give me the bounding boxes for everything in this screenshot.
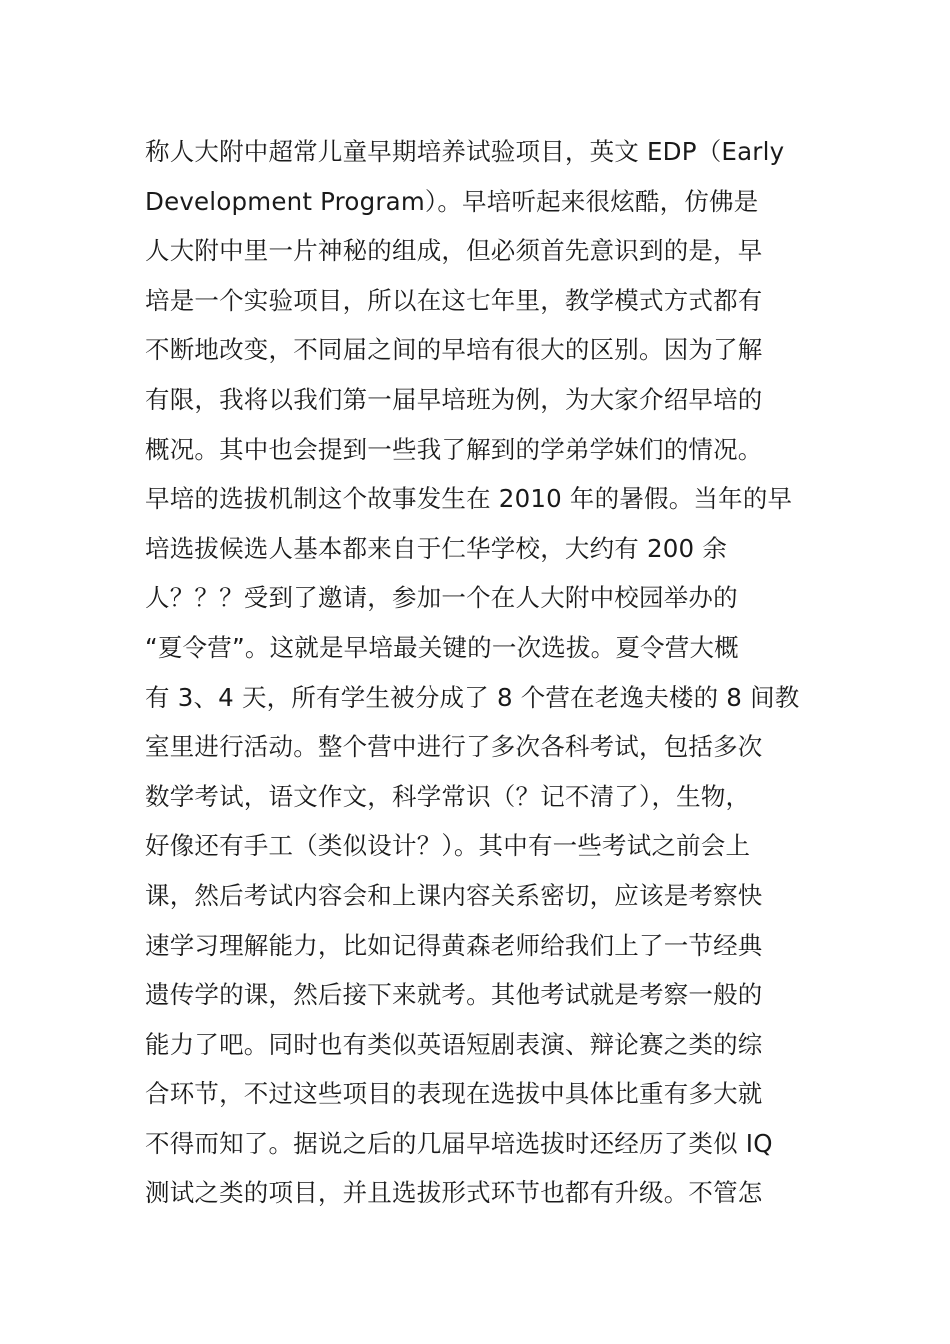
text-line-1: 称人大附中超常儿童早期培养试验项目，英文 EDP（Early [145,137,785,166]
text-line-13: 室里进行活动。整个营中进行了多次各科考试，包括多次 [145,732,763,762]
text-line-16: 课，然后考试内容会和上课内容关系密切，应该是考察快 [145,880,763,910]
text-line-2: Development Program）。早培听起来很炫酷，仿佛是 [145,186,759,216]
text-line-17: 速学习理解能力，比如记得黄森老师给我们上了一节经典 [145,930,763,960]
text-line-5: 不断地改变，不同届之间的早培有很大的区别。因为了解 [145,335,763,365]
text-line-19: 能力了吧。同时也有类似英语短剧表演、辩论赛之类的综 [145,1029,763,1059]
text-line-6: 有限，我将以我们第一届早培班为例，为大家介绍早培的 [145,384,763,414]
text-line-12: 有 3、4 天，所有学生被分成了 8 个营在老逸夫楼的 8 间教 [145,682,800,712]
text-line-15: 好像还有手工（类似设计？）。其中有一些考试之前会上 [145,831,751,861]
text-line-9: 培选拔候选人基本都来自于仁华学校，大约有 200 余 [145,533,728,563]
text-line-4: 培是一个实验项目，所以在这七年里，教学模式方式都有 [145,285,763,315]
text-line-11: “夏令营”。这就是早培最关键的一次选拔。夏令营大概 [145,632,739,662]
text-line-21: 不得而知了。据说之后的几届早培选拔时还经历了类似 IQ [145,1128,773,1158]
text-line-18: 遗传学的课，然后接下来就考。其他考试就是考察一般的 [145,980,763,1010]
text-line-22: 测试之类的项目，并且选拔形式环节也都有升级。不管怎 [145,1178,763,1208]
text-line-7: 概况。其中也会提到一些我了解到的学弟学妹们的情况。 [145,434,763,464]
text-line-14: 数学考试，语文作文，科学常识（？记不清了），生物， [145,781,751,811]
text-line-8: 早培的选拔机制这个故事发生在 2010 年的暑假。当年的早 [145,484,793,514]
text-line-10: 人？？？受到了邀请，参加一个在人大附中校园举办的 [145,583,738,613]
text-line-20: 合环节，不过这些项目的表现在选拔中具体比重有多大就 [145,1079,763,1109]
body-text [145,127,825,1218]
text-line-3: 人大附中里一片神秘的组成，但必须首先意识到的是，早 [145,236,763,266]
